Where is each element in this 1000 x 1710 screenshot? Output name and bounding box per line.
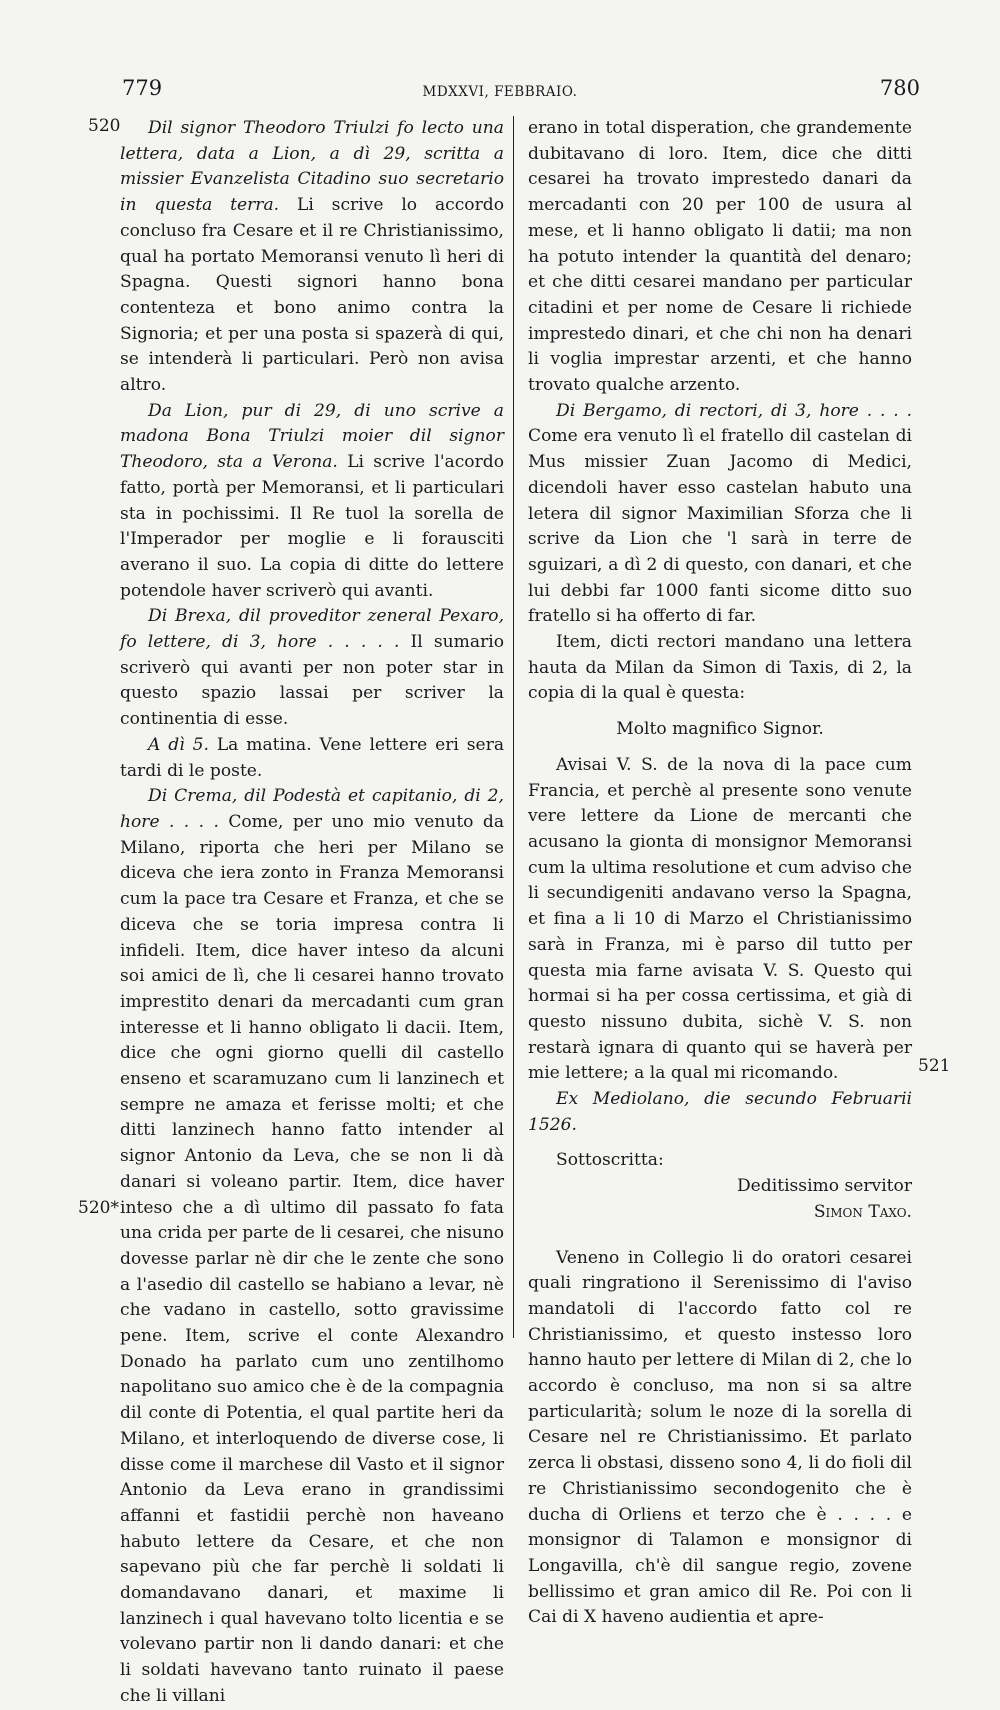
entry-text: Li scrive l'acordo fatto, portà per Memoransi, et li particulari sta in pochissimi. Il Re tuol la sorella de l'Imperador per moglie e li forausciti averano il suo. La copia di ditte do lettere potendole haver scriverò qui avanti.	[120, 452, 504, 601]
left-column	[120, 116, 504, 1710]
letter-sottoscritta: Sottoscritta:	[556, 1150, 664, 1171]
paragraph-triulzi	[120, 116, 504, 399]
margin-note-521: 521	[918, 1056, 951, 1076]
left-page-number: 779	[122, 76, 163, 100]
letter-signature: Simon Taxo.	[813, 1201, 912, 1222]
letter-closing: Deditissimo servitor	[736, 1176, 912, 1197]
paragraph-date	[120, 733, 504, 784]
margin-note-520: 520	[88, 116, 121, 136]
paragraph-continued: erano in total disperation, che grandemente dubitavano di loro. Item, dice che ditti cesarei ha trovato imprestedo danari da mercadanti con 20 per 100 de usura al mese, et li hanno obligato li datii; ma non ha potuto intender la quantità del denaro; et che ditti cesarei mandano per particular citadini et per nome de Cesare li richiede imprestedo dinari, et che chi non ha denari li voglia imprestar arzenti, et che hanno trovato qualche arzento.	[528, 118, 912, 396]
entry-heading: Di Bergamo, di rectori, di 3, hore . . . .	[556, 400, 912, 421]
letter-salutation: Molto magnifico Signor.	[616, 719, 824, 740]
entry-text: La matina. Vene lettere eri sera tardi di le poste.	[120, 734, 505, 781]
column-divider	[513, 116, 514, 1338]
paragraph-lion	[120, 399, 504, 605]
entry-heading: Di Crema, dil Podestà et capitanio, di 2, hore . . . .	[120, 786, 504, 832]
paragraph-crema	[120, 784, 504, 1709]
letter-body: Avisai V. S. de la nova di la pace cum Francia, et perchè al presente sono venute vere lettere da Lione de mercanti che acusano la gionta di monsignor Memoransi cum la ultima resolutione et cum adviso che li secundigeniti andavano verso la Spagna, et fina a li 10 di Marzo el Christianissimo sarà in Franza, mi è parso dil tutto per questa mia farne avisata V. S. Questo qui hormai si ha per cossa certissima, et già di questo nissuno dubita, sichè V. S. non restarà ignara di quanto qui se haverà per mie lettere; a la qual mi ricomando.	[528, 754, 912, 1084]
running-header: MDXXVI, FEBBRAIO.	[422, 84, 578, 100]
entry-text: Come, per uno mio venuto da Milano, riporta che heri per Milano se diceva che iera zonto in Franza Memoransi cum la pace tra Cesare et Franza, et che se diceva che se toria impresa contra li infideli. Item, dice haver inteso da alcuni soi amici de lì, che li cesarei hanno trovato imprestito denari da mercadanti cum gran interesse et li hanno obligato li dacii. Item, dice che ogni giorno quelli dil castello enseno et scaramuzano cum li lanzinech et sempre ne amaza et ferisse molti; et che ditti lanzinech hanno fatto intender al signor Antonio da Leva, che se non li dà danari si voleano partir. Item, dice haver inteso che a dì ultimo dil passato fo fata una crida per parte de li cesarei, che nisuno dovesse parlar nè dir che le zente che sono a l'asedio dil castello se habiano a levar, nè che vadano in castello, sotto gravissime pene. Item, scrive el conte Alexandro Donado ha parlato cum uno zentilhomo napolitano suo amico che è de la compagnia dil conte di Potentia, el qual partite heri da Milano, et interloquendo de diverse cose, li disse come il marchese dil Vasto et il signor Antonio da Leva erano in grandissimi affanni et fastidii perchè non haveano habuto lettere da Cesare, et che non sapevano più che far perchè li soldati li domandavano danari, et maxime li lanzinech i qual havevano tolto licentia e se volevano partir non li dando danari: et che li soldati havevano tanto ruinato il paese che li villani	[120, 811, 505, 1706]
entry-heading: Da Lion, pur di 29, di uno scrive a madona Bona Triulzi moier dil signor Theodoro, sta a Verona.	[120, 400, 504, 473]
letter-dateline: Ex Mediolano, die secundo Februarii 1526.	[528, 1089, 912, 1135]
entry-text: Li scrive lo accordo concluso fra Cesare et il re Christianissimo, qual ha portato Memoransi venuto lì heri di Spagna. Questi signori hanno bona contenteza et bono animo contra la Signoria; et per una posta si spazerà di qui, se intenderà li particulari. Però non avisa altro.	[120, 195, 504, 396]
paragraph-brexa	[120, 604, 504, 733]
paragraph-rectori: Item, dicti rectori mandano una lettera hauta da Milan da Simon di Taxis, di 2, la copia di la qual è questa:	[528, 632, 912, 704]
entry-text: Il sumario scriverò qui avanti per non poter star in questo spazio lassai per scriver la continentia di esse.	[120, 632, 505, 730]
margin-note-520-star: 520*	[78, 1198, 119, 1218]
paragraph-collegio: Veneno in Collegio li do oratori cesarei quali ringrationo il Serenissimo di l'aviso mandatoli di l'accordo fatto col re Christianissimo, et questo instesso loro hanno hauto per lettere di Milan di 2, che lo accordo è concluso, ma non si sa altre particularità; solum le noze di la sorella di Cesare nel re Christianissimo. Et parlato zerca li obstasi, disseno sono 4, li do fioli dil re Christianissimo secondogenito che è ducha di Orliens et terzo che è . . . . e monsignor di Talamon e monsignor di Longavilla, ch'è dil sangue regio, zovene bellissimo et gran amico dil Re. Poi con li Cai di X haveno audientia et apre-	[528, 1247, 912, 1628]
paragraph-bergamo	[528, 399, 912, 630]
entry-heading: Di Brexa, dil proveditor zeneral Pexaro, fo lettere, di 3, hore . . . . .	[120, 606, 504, 653]
entry-heading: Dil signor Theodoro Triulzi fo lecto una lettera, data a Lion, a dì 29, scritta a missier Evanzelista Citadino suo secretario in questa terra.	[120, 118, 504, 216]
entry-heading: A dì 5.	[148, 734, 209, 755]
right-page-number: 780	[879, 76, 920, 100]
entry-text: Come era venuto lì el fratello dil castelan di Mus missier Zuan Jacomo di Medici, dicendoli haver esso castelan habuto una letera dil signor Maximilian Sforza che li scrive da Lion che 'l sarà in terre de sguizari, a dì 2 di questo, con danari, et che lui debbi far 1000 fanti sicome ditto suo fratello si ha offerto di far.	[528, 426, 912, 627]
right-column	[528, 116, 912, 1631]
